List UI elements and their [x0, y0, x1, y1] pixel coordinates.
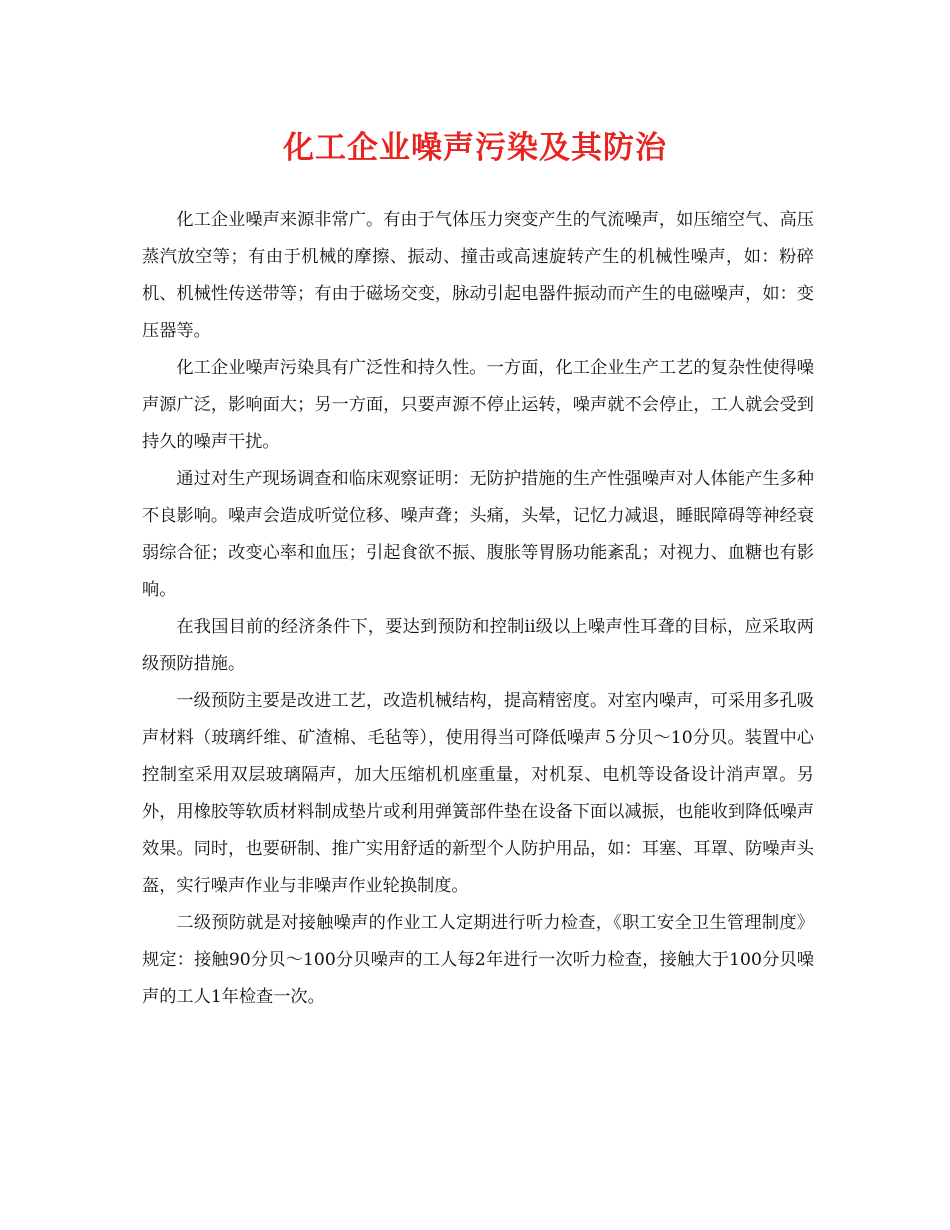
paragraph-noise-characteristics: 化工企业噪声污染具有广泛性和持久性。一方面，化工企业生产工艺的复杂性使得噪声源广泛，影响面大；另一方面，只要声源不停止运转，噪声就不会停止，工人就会受到持久的噪声干扰。 — [142, 358, 814, 452]
paragraph-prevention-intro: 在我国目前的经济条件下，要达到预防和控制ii级以上噪声性耳聋的目标，应采取两级预防措施。 — [142, 617, 814, 674]
paragraph-secondary-prevention: 二级预防就是对接触噪声的作业工人定期进行听力检查，《职工安全卫生管理制度》规定：接触90分贝～100分贝噪声的工人每2年进行一次听力检查，接触大于100分贝噪声的工人1年检查一次。 — [142, 913, 814, 1007]
paragraph-primary-prevention: 一级预防主要是改进工艺，改造机械结构，提高精密度。对室内噪声，可采用多孔吸声材料（玻璃纤维、矿渣棉、毛毡等），使用得当可降低噪声５分贝～10分贝。装置中心控制室采用双层玻璃隔声，加大压缩机机座重量，对机泵、电机等设备设计消声罩。另外，用橡胶等软质材料制成垫片或利用弹簧部件垫在设备下面以减振，也能收到降低噪声效果。同时，也要研制、推广实用舒适的新型个人防护用品，如：耳塞、耳罩、防噪声头盔，实行噪声作业与非噪声作业轮换制度。 — [142, 691, 814, 896]
paragraph-health-effects: 通过对生产现场调查和临床观察证明：无防护措施的生产性强噪声对人体能产生多种不良影响。噪声会造成听觉位移、噪声聋；头痛，头晕，记忆力减退，睡眠障碍等神经衰弱综合征；改变心率和血压；引起食欲不振、腹胀等胃肠功能紊乱；对视力、血糖也有影响。 — [142, 469, 814, 600]
paragraph-noise-sources: 化工企业噪声来源非常广。有由于气体压力突变产生的气流噪声，如压缩空气、高压蒸汽放空等；有由于机械的摩擦、振动、撞击或高速旋转产生的机械性噪声，如：粉碎机、机械性传送带等；有由于磁场交变，脉动引起电器件振动而产生的电磁噪声，如：变压器等。 — [142, 210, 814, 341]
document-body — [142, 202, 814, 1016]
document-title: 化工企业噪声污染及其防治 — [283, 130, 667, 166]
